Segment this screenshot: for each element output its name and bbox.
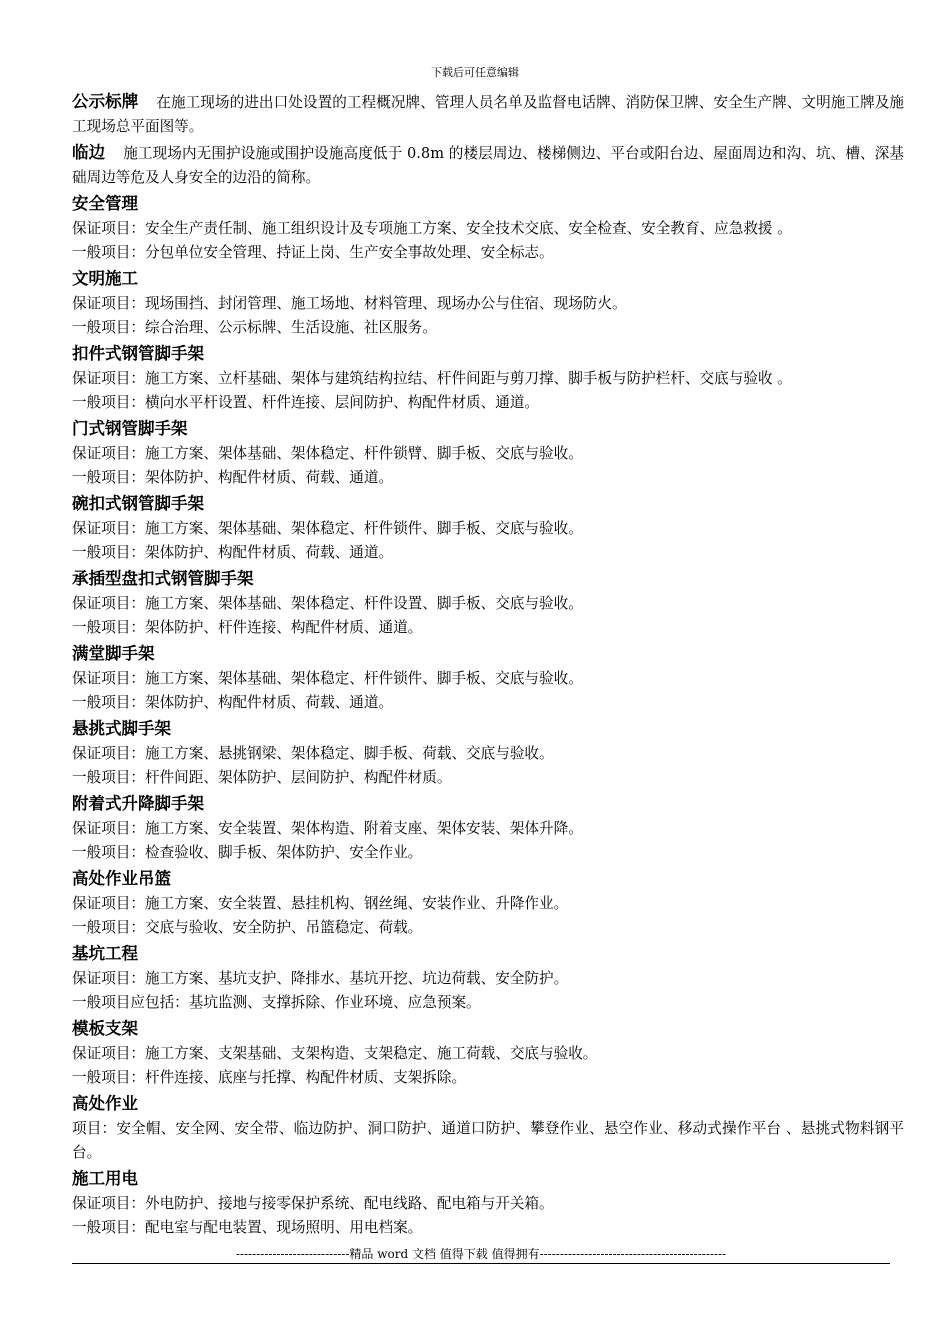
section-line: 保证项目：施工方案、架体基础、架体稳定、杆件设置、脚手板、交底与验收。: [72, 595, 583, 612]
section-line: 一般项目：横向水平杆设置、杆件连接、层间防护、构配件材质、通道。: [72, 394, 540, 411]
section-line: 一般项目：架体防护、构配件材质、荷载、通道。: [72, 694, 394, 711]
section-formwork-support: [72, 1016, 904, 1090]
section-line: 保证项目：施工方案、悬挑钢梁、架体稳定、脚手板、荷载、交底与验收。: [72, 745, 554, 762]
section-hanging-basket: [72, 866, 904, 940]
section-safety-management: [72, 191, 904, 265]
section-line: 保证项目：安全生产责任制、施工组织设计及专项施工方案、安全技术交底、安全检查、安全教育、应急救援 。: [72, 220, 792, 237]
document-body: [72, 90, 904, 1240]
footer-rule: [72, 1263, 890, 1264]
definition-term: 临边: [72, 143, 106, 162]
section-line: 保证项目：现场围挡、封闭管理、施工场地、材料管理、现场办公与住宿、现场防火。: [72, 295, 627, 312]
section-title: 基坑工程: [72, 944, 138, 963]
section-title: 承插型盘扣式钢管脚手架: [72, 569, 254, 588]
section-line: 保证项目：外电防护、接地与接零保护系统、配电线路、配电箱与开关箱。: [72, 1195, 554, 1212]
section-title: 扣件式钢管脚手架: [72, 344, 204, 363]
section-title: 附着式升降脚手架: [72, 794, 204, 813]
section-disc-scaffold: [72, 566, 904, 640]
definition-text: 施工现场内无围护设施或围护设施高度低于 0.8m 的楼层周边、楼梯侧边、平台或阳台边、屋面周边和沟、坑、槽、深基础周边等危及人身安全的边沿的简称。: [72, 145, 904, 186]
section-title: 门式钢管脚手架: [72, 419, 188, 438]
section-title: 悬挑式脚手架: [72, 719, 171, 738]
section-line: 保证项目：施工方案、安全装置、架体构造、附着支座、架体安装、架体升降。: [72, 820, 583, 837]
section-line: 保证项目：施工方案、基坑支护、降排水、基坑开挖、坑边荷载、安全防护。: [72, 970, 569, 987]
section-line: 一般项目：综合治理、公示标牌、生活设施、社区服务。: [72, 319, 437, 336]
definition-edge: [72, 141, 904, 190]
section-title: 满堂脚手架: [72, 644, 155, 663]
section-line: 保证项目：施工方案、架体基础、架体稳定、杆件锁件、脚手板、交底与验收。: [72, 670, 583, 687]
section-work-at-height: [72, 1091, 904, 1165]
section-line: 保证项目：施工方案、架体基础、架体稳定、杆件锁件、脚手板、交底与验收。: [72, 520, 583, 537]
section-civilized-construction: [72, 266, 904, 340]
section-line: 一般项目：架体防护、构配件材质、荷载、通道。: [72, 544, 394, 561]
section-line: 项目：安全帽、安全网、安全带、临边防护、洞口防护、通道口防护、攀登作业、悬空作业、移动式操作平台 、悬挑式物料钢平台。: [72, 1120, 904, 1161]
section-line: 保证项目：施工方案、支架基础、支架构造、支架稳定、施工荷载、交底与验收。: [72, 1045, 598, 1062]
section-line: 一般项目：配电室与配电装置、现场照明、用电档案。: [72, 1219, 423, 1236]
section-title: 施工用电: [72, 1169, 138, 1188]
section-foundation-pit: [72, 941, 904, 1015]
section-line: 一般项目：架体防护、杆件连接、构配件材质、通道。: [72, 619, 423, 636]
section-line: 一般项目应包括：基坑监测、支撑拆除、作业环境、应急预案。: [72, 994, 481, 1011]
section-line: 一般项目：架体防护、构配件材质、荷载、通道。: [72, 469, 394, 486]
section-construction-electricity: [72, 1166, 904, 1240]
section-title: 安全管理: [72, 194, 138, 213]
definition-public-sign: [72, 90, 904, 139]
section-cantilever-scaffold: [72, 716, 904, 790]
section-fastener-scaffold: [72, 341, 904, 415]
section-line: 保证项目：施工方案、安全装置、悬挂机构、钢丝绳、安装作业、升降作业。: [72, 895, 569, 912]
section-line: 一般项目：分包单位安全管理、持证上岗、生产安全事故处理、安全标志。: [72, 244, 554, 261]
definition-term: 公示标牌: [72, 92, 139, 111]
page-header: 下载后可任意编辑: [431, 66, 519, 79]
section-title: 文明施工: [72, 269, 138, 288]
section-line: 一般项目：杆件间距、架体防护、层间防护、构配件材质。: [72, 769, 452, 786]
section-line: 一般项目：交底与验收、安全防护、吊篮稳定、荷载。: [72, 919, 423, 936]
section-line: 一般项目：杆件连接、底座与托撑、构配件材质、支架拆除。: [72, 1069, 467, 1086]
section-title: 高处作业吊篮: [72, 869, 171, 888]
section-full-scaffold: [72, 641, 904, 715]
section-bowl-scaffold: [72, 491, 904, 565]
section-door-scaffold: [72, 416, 904, 490]
section-line: 保证项目：施工方案、立杆基础、架体与建筑结构拉结、杆件间距与剪刀撑、脚手板与防护栏杆、交底与验收 。: [72, 370, 792, 387]
section-title: 高处作业: [72, 1094, 138, 1113]
section-line: 一般项目：检查验收、脚手板、架体防护、安全作业。: [72, 844, 423, 861]
page-footer: ----------------------------精品 word 文档 值得下载 值得拥有----------------------------------------------: [235, 1247, 727, 1261]
section-attached-lifting-scaffold: [72, 791, 904, 865]
section-title: 模板支架: [72, 1019, 138, 1038]
section-title: 碗扣式钢管脚手架: [72, 494, 204, 513]
definition-text: 在施工现场的进出口处设置的工程概况牌、管理人员名单及监督电话牌、消防保卫牌、安全生产牌、文明施工牌及施工现场总平面图等。: [72, 94, 904, 135]
section-line: 保证项目：施工方案、架体基础、架体稳定、杆件锁臂、脚手板、交底与验收。: [72, 445, 583, 462]
